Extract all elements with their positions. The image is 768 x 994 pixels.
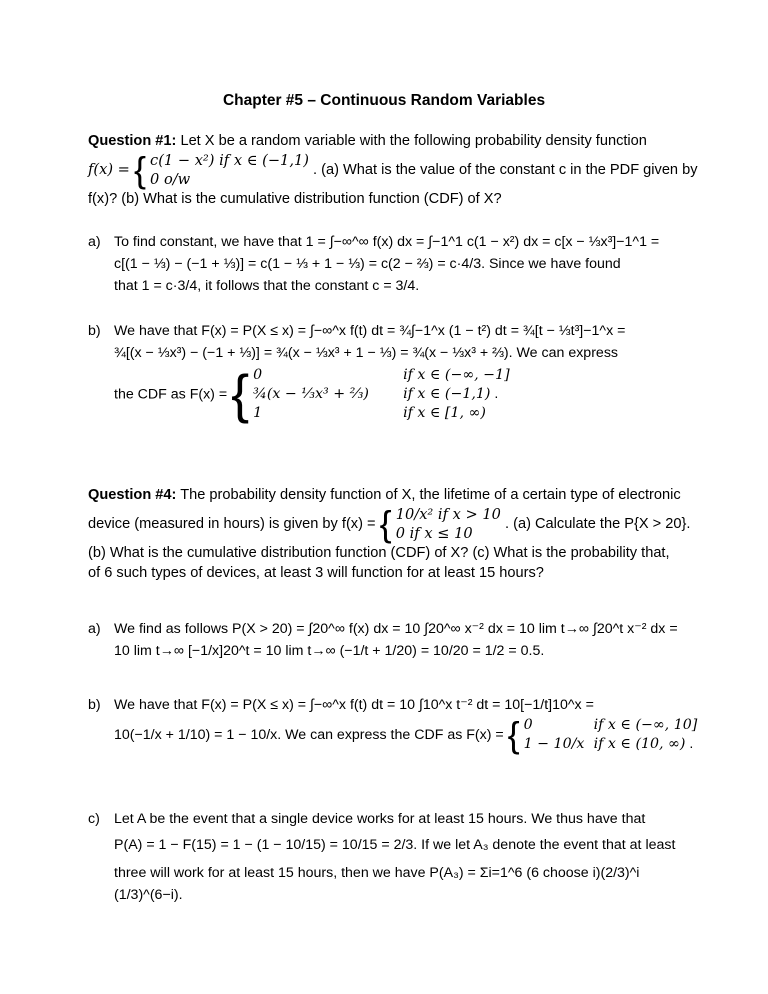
answer-1a-line-1: To find constant, we have that 1 = ∫−∞^∞ f(x) dx = ∫−1^1 c(1 − x²) dx = c[x − ⅓x³]−1^1 = bbox=[114, 234, 660, 250]
answer-4a-label: a) bbox=[88, 621, 101, 637]
question-4-part-a: . (a) Calculate the P{X > 20}. bbox=[505, 515, 691, 532]
answer-4a bbox=[88, 618, 688, 662]
q4-pdf-case-1: 10/x² if x > 10 bbox=[395, 506, 501, 523]
answer-1b-line-2: ¾[(x − ⅓x³) − (−1 + ⅓)] = ¾(x − ⅓x³ + 1 − ⅓) = ¾(x − ⅓x³ + ⅔). We can express bbox=[114, 345, 619, 361]
question-4-line-4: of 6 such types of devices, at least 3 will function for at least 15 hours? bbox=[88, 565, 544, 581]
question-1-part-b: f(x)? (b) What is the cumulative distribution function (CDF) of X? bbox=[88, 191, 502, 207]
answer-4b-line-1: We have that F(x) = P(X ≤ x) = ∫−∞^x f(t) dt = 10 ∫10^x t⁻² dt = 10[−1/t]10^x = bbox=[114, 697, 594, 713]
cdf-case-2: ¾(x − ⅓x³ + ⅔) bbox=[253, 386, 369, 402]
answer-1a-line-3: that 1 = c·3/4, it follows that the constant c = 3/4. bbox=[114, 278, 420, 294]
q4-cdf-case-2: 1 − 10/x bbox=[523, 736, 585, 752]
cdf-cond-1: if x ∈ (−∞, −1] bbox=[403, 367, 510, 383]
cdf-cond-2: if x ∈ (−1,1) bbox=[403, 386, 491, 402]
answer-1a-label: a) bbox=[88, 234, 101, 250]
answer-4c-label: c) bbox=[88, 811, 100, 827]
question-4-pdf-cases bbox=[396, 505, 501, 543]
cdf-case-3: 1 bbox=[253, 405, 263, 421]
page-title: Chapter #5 – Continuous Random Variables bbox=[222, 92, 546, 109]
q4-cdf-case-1: 0 bbox=[523, 717, 533, 733]
question-1-intro: Let X be a random variable with the following probability density function bbox=[180, 133, 647, 149]
question-4-line-3: (b) What is the cumulative distribution function (CDF) of X? (c) What is the probability that, bbox=[88, 545, 670, 561]
answer-4c bbox=[88, 808, 688, 906]
answer-4c-line-2: P(A) = 1 − F(15) = 1 − (1 − 10/15) = 10/15 = 2/3. If we let A₃ denote the event that at least bbox=[114, 837, 676, 853]
question-4-label: Question #4: bbox=[88, 487, 177, 503]
question-1: Question #1: Let X be a random variable with the following probability density function f(x) = { c(1 − x²) if x ∈ (−1,1) 0 o/w . (a) What is the value of the constant c in the PDF given by f(x)? (b) What is the cumulative distribution function (CDF) of X? bbox=[88, 133, 698, 207]
answer-4b-line-2: 10(−1/x + 1/10) = 1 − 10/x. We can express the CDF as F(x) = bbox=[114, 726, 504, 743]
question-4-device-text: device (measured in hours) is given by f(x) = bbox=[88, 515, 376, 532]
pdf-case-1: c(1 − x²) if x ∈ (−1,1) bbox=[150, 152, 309, 169]
cdf-case-1: 0 bbox=[253, 367, 263, 383]
answer-1b-line-1: We have that F(x) = P(X ≤ x) = ∫−∞^x f(t) dt = ¾∫−1^x (1 − t²) dt = ¾[t − ⅓t³]−1^x = bbox=[114, 323, 626, 339]
answer-4b-label: b) bbox=[88, 697, 101, 713]
answer-4a-line-1: We find as follows P(X > 20) = ∫20^∞ f(x) dx = 10 ∫20^∞ x⁻² dx = 10 lim t→∞ ∫20^t x⁻² dx = bbox=[114, 621, 678, 637]
answer-1a bbox=[88, 231, 688, 297]
question-1-part-a: . (a) What is the value of the constant c in the PDF given by bbox=[313, 161, 698, 178]
answer-1b: b) We have that F(x) = P(X ≤ x) = ∫−∞^x f(t) dt = ¾∫−1^x (1 − t²) dt = ¾[t − ⅓t³]−1^x = ¾[(x − ⅓x³) − (−1 + ⅓)] = ¾(x − ⅓x³ + 1 − ⅓) = ¾(x − ⅓x³ + ⅔). We can express the CDF as F(x) = { 0 if x ∈ (−∞, −1] ¾(x − ⅓x³ + ⅔) if x ∈ (−1,1) . 1 if x ∈ [1, ∞) bbox=[88, 320, 688, 423]
answer-4b-cdf-cases: 0 if x ∈ (−∞, 10] 1 − 10/x if x ∈ (10, ∞) . bbox=[523, 717, 698, 752]
question-4-intro: The probability density function of X, the lifetime of a certain type of electronic bbox=[180, 487, 681, 503]
answer-1a-line-2: c[(1 − ⅓) − (−1 + ⅓)] = c(1 − ⅓ + 1 − ⅓) = c(2 − ⅔) = c·4/3. Since we have found bbox=[114, 256, 621, 272]
q4-cdf-cond-1: if x ∈ (−∞, 10] bbox=[593, 717, 698, 733]
cdf-cond-3: if x ∈ [1, ∞) bbox=[403, 405, 486, 421]
question-1-label: Question #1: bbox=[88, 133, 177, 149]
q4-pdf-case-2: 0 if x ≤ 10 bbox=[395, 525, 473, 542]
answer-4c-line-3: three will work for at least 15 hours, then we have P(A₃) = Σi=1^6 (6 choose i)(2/3)^i (1/3)^(6−i). bbox=[114, 865, 640, 903]
answer-1b-label: b) bbox=[88, 323, 101, 339]
answer-1b-cdf-cases: 0 if x ∈ (−∞, −1] ¾(x − ⅓x³ + ⅔) if x ∈ (−1,1) . 1 if x ∈ [1, ∞) bbox=[253, 367, 510, 421]
question-1-pdf-cases bbox=[150, 151, 309, 189]
question-4: Question #4: The probability density function of X, the lifetime of a certain type of electronic device (measured in hours) is given by f(x) = { 10/x² if x > 10 0 if x ≤ 10 . (a) Calculate the P{X > 20}. (b) What is the cumulative distribution function (CDF) of X? (c) What is the probability that, of 6 such types of devices, at least 3 will function for at least 15 hours? bbox=[88, 487, 691, 581]
answer-1b-cdf-prefix: the CDF as F(x) = bbox=[114, 386, 228, 403]
answer-4c-line-1: Let A be the event that a single device works for at least 15 hours. We thus have that bbox=[114, 811, 646, 827]
answer-4a-line-2: 10 lim t→∞ [−1/x]20^t = 10 lim t→∞ (−1/t + 1/20) = 10/20 = 1/2 = 0.5. bbox=[114, 643, 545, 659]
q4-cdf-cond-2: if x ∈ (10, ∞) bbox=[593, 736, 686, 752]
answer-4b: b) We have that F(x) = P(X ≤ x) = ∫−∞^x f(t) dt = 10 ∫10^x t⁻² dt = 10[−1/t]10^x = 10(−1/x + 1/10) = 1 − 10/x. We can express the CDF as F(x) = { 0 if x ∈ (−∞, 10] 1 − 10/x if x ∈ (10, ∞) . bbox=[88, 694, 688, 754]
pdf-case-2: 0 o/w bbox=[150, 171, 191, 188]
